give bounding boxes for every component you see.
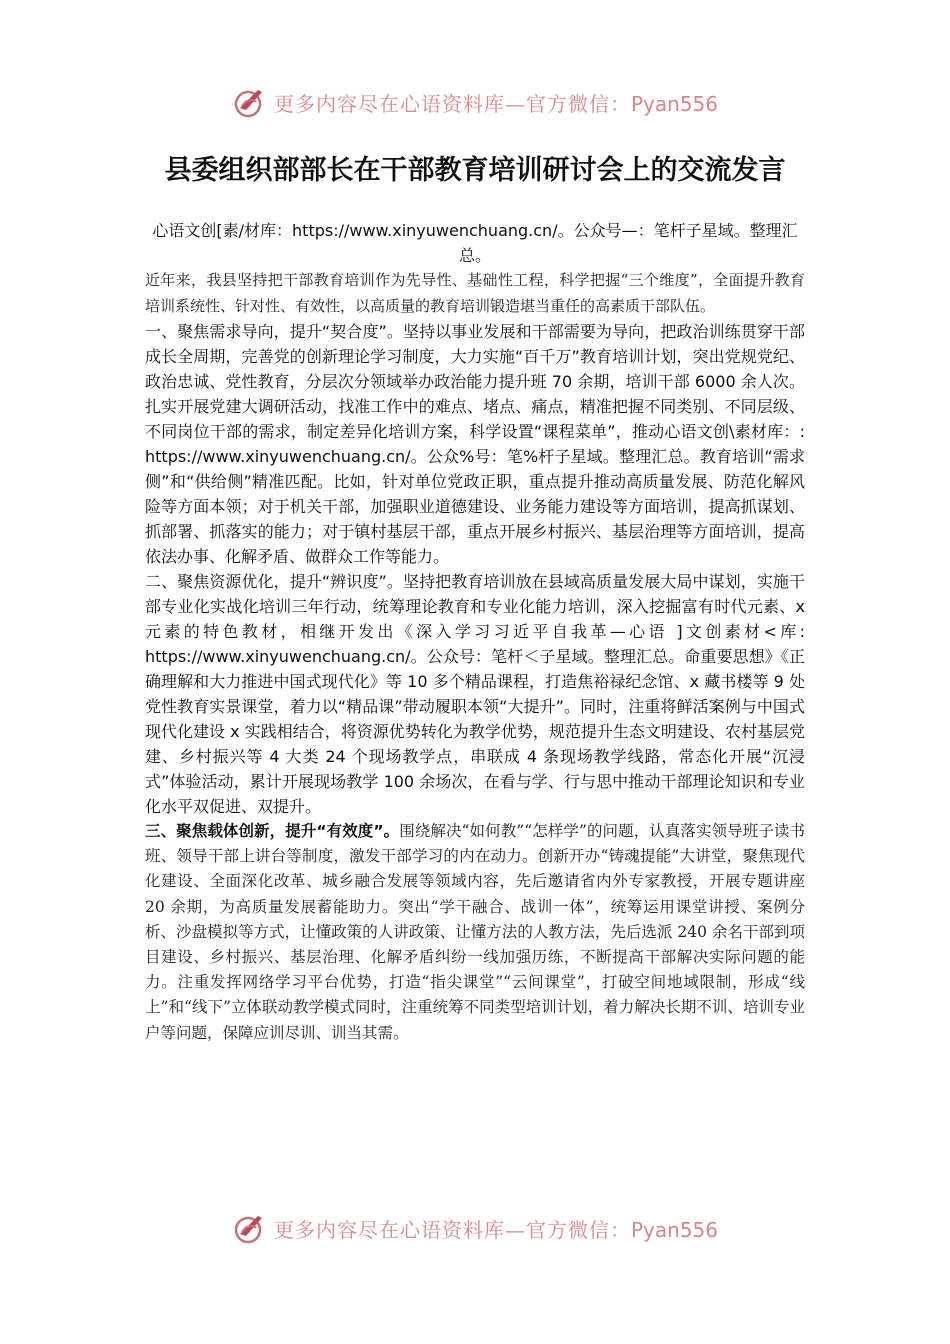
brush-logo-icon	[232, 84, 268, 120]
section-two-paragraph: 二、聚焦资源优化，提升“辨识度”。坚持把教育培训放在县域高质量发展大局中谋划，实施干部专业化实战化培训三年行动，统筹理论教育和专业化能力培训，深入挖掘富有时代元素、x 元素的特色教材，相继开发出《深入学习习近平自我革—心语 ]文创素材<库: https://www.xinyuwenchuang.cn/。公众号：笔杆＜子星域。整理汇总。命重要思想》《正确理解和大力推进中国式现代化》等 10 多个精品课程，打造焦裕禄纪念馆、x 藏书楼等 9 处党性教育实景课堂，着力以“精品课”带动履职本领“大提升”。同时，注重将鲜活案例与中国式现代化建设 x 实践相结合，将资源优势转化为教学优势，规范提升生态文明建设、农村基层党建、乡村振兴等 4 大类 24 个现场教学点，串联成 4 条现场教学线路，常态化开展“沉浸式”体验活动，累计开展现场教学 100 余场次，在看与学、行与思中推动干部理论知识和专业化水平双促进、双提升。	[145, 572, 805, 816]
footer-banner	[0, 1206, 950, 1250]
wechat-id: Pyan556	[630, 1217, 718, 1242]
intro-paragraph: 近年来，我县坚持把干部教育培训作为先导性、基础性工程，科学把握“三个维度”，全面提升教育培训系统性、针对性、有效性，以高质量的教育培训锻造堪当重任的高素质干部队伍。	[145, 271, 805, 315]
header-banner	[0, 80, 950, 124]
section-three-heading: 三、聚焦载体创新，提升“有效度”。	[145, 822, 400, 840]
article-body	[145, 268, 805, 1046]
source-note: 心语文创[素/材库：https://www.xinyuwenchuang.cn/。公众号—：笔杆子星域。整理汇总。	[152, 221, 798, 265]
brush-logo-icon	[232, 1210, 268, 1246]
banner-text: 更多内容尽在心语资料库—官方微信：Pyan556	[273, 1217, 718, 1242]
section-three-paragraph	[145, 819, 805, 1046]
banner-text: 更多内容尽在心语资料库—官方微信：Pyan556	[273, 91, 718, 116]
section-one-paragraph: 一、聚焦需求导向，提升“契合度”。坚持以事业发展和干部需要为导向，把政治训练贯穿干部成长全周期，完善党的创新理论学习制度，大力实施“百千万”教育培训计划，突出党规党纪、政治忠诚、党性教育，分层次分领域举办政治能力提升班 70 余期，培训干部 6000 余人次。扎实开展党建大调研活动，找准工作中的难点、堵点、痛点，精准把握不同类别、不同层级、不同岗位干部的需求，制定差异化培训方案，科学设置“课程菜单”，推动心语文创\素材库：: https://www.xinyuwenchuang.cn/。公众%号：笔%杆子星域。整理汇总。教育培训“需求侧”和“供给侧”精准匹配。比如，针对单位党政正职，重点提升推动高质量发展、防范化解风险等方面本领；对于机关干部，加强职业道德建设、业务能力建设等方面培训，提高抓谋划、抓部署、抓落实的能力；对于镇村基层干部，重点开展乡村振兴、基层治理等方面培训，提高依法办事、化解矛盾、做群众工作等能力。	[145, 322, 805, 566]
wechat-id: Pyan556	[630, 91, 718, 116]
page-title: 县委组织部部长在干部教育培训研讨会上的交流发言	[164, 155, 786, 186]
section-three-text: 围绕解决“如何教”“怎样学”的问题，认真落实领导班子读书班、领导干部上讲台等制度，激发干部学习的内在动力。创新开办“铸魂提能”大讲堂，聚焦现代化建设、全面深化改革、城乡融合发展等领域内容，先后邀请省内外专家教授，开展专题讲座 20 余期，为高质量发展蓄能助力。突出“学干融合、战训一体”，统筹运用课堂讲授、案例分析、沙盘模拟等方式，让懂政策的人讲政策、让懂方法的人教方法，先后选派 240 余名干部到项目建设、乡村振兴、基层治理、化解矛盾纠纷一线加强历练，不断提高干部解决实际问题的能力。注重发挥网络学习平台优势，打造“指尖课堂”“云间课堂”，打破空间地域限制，形成“线上”和“线下”立体联动教学模式同时，注重统筹不同类型培训计划，着力解决长期不训、培训专业户等问题，保障应训尽训、训当其需。	[145, 822, 805, 1042]
